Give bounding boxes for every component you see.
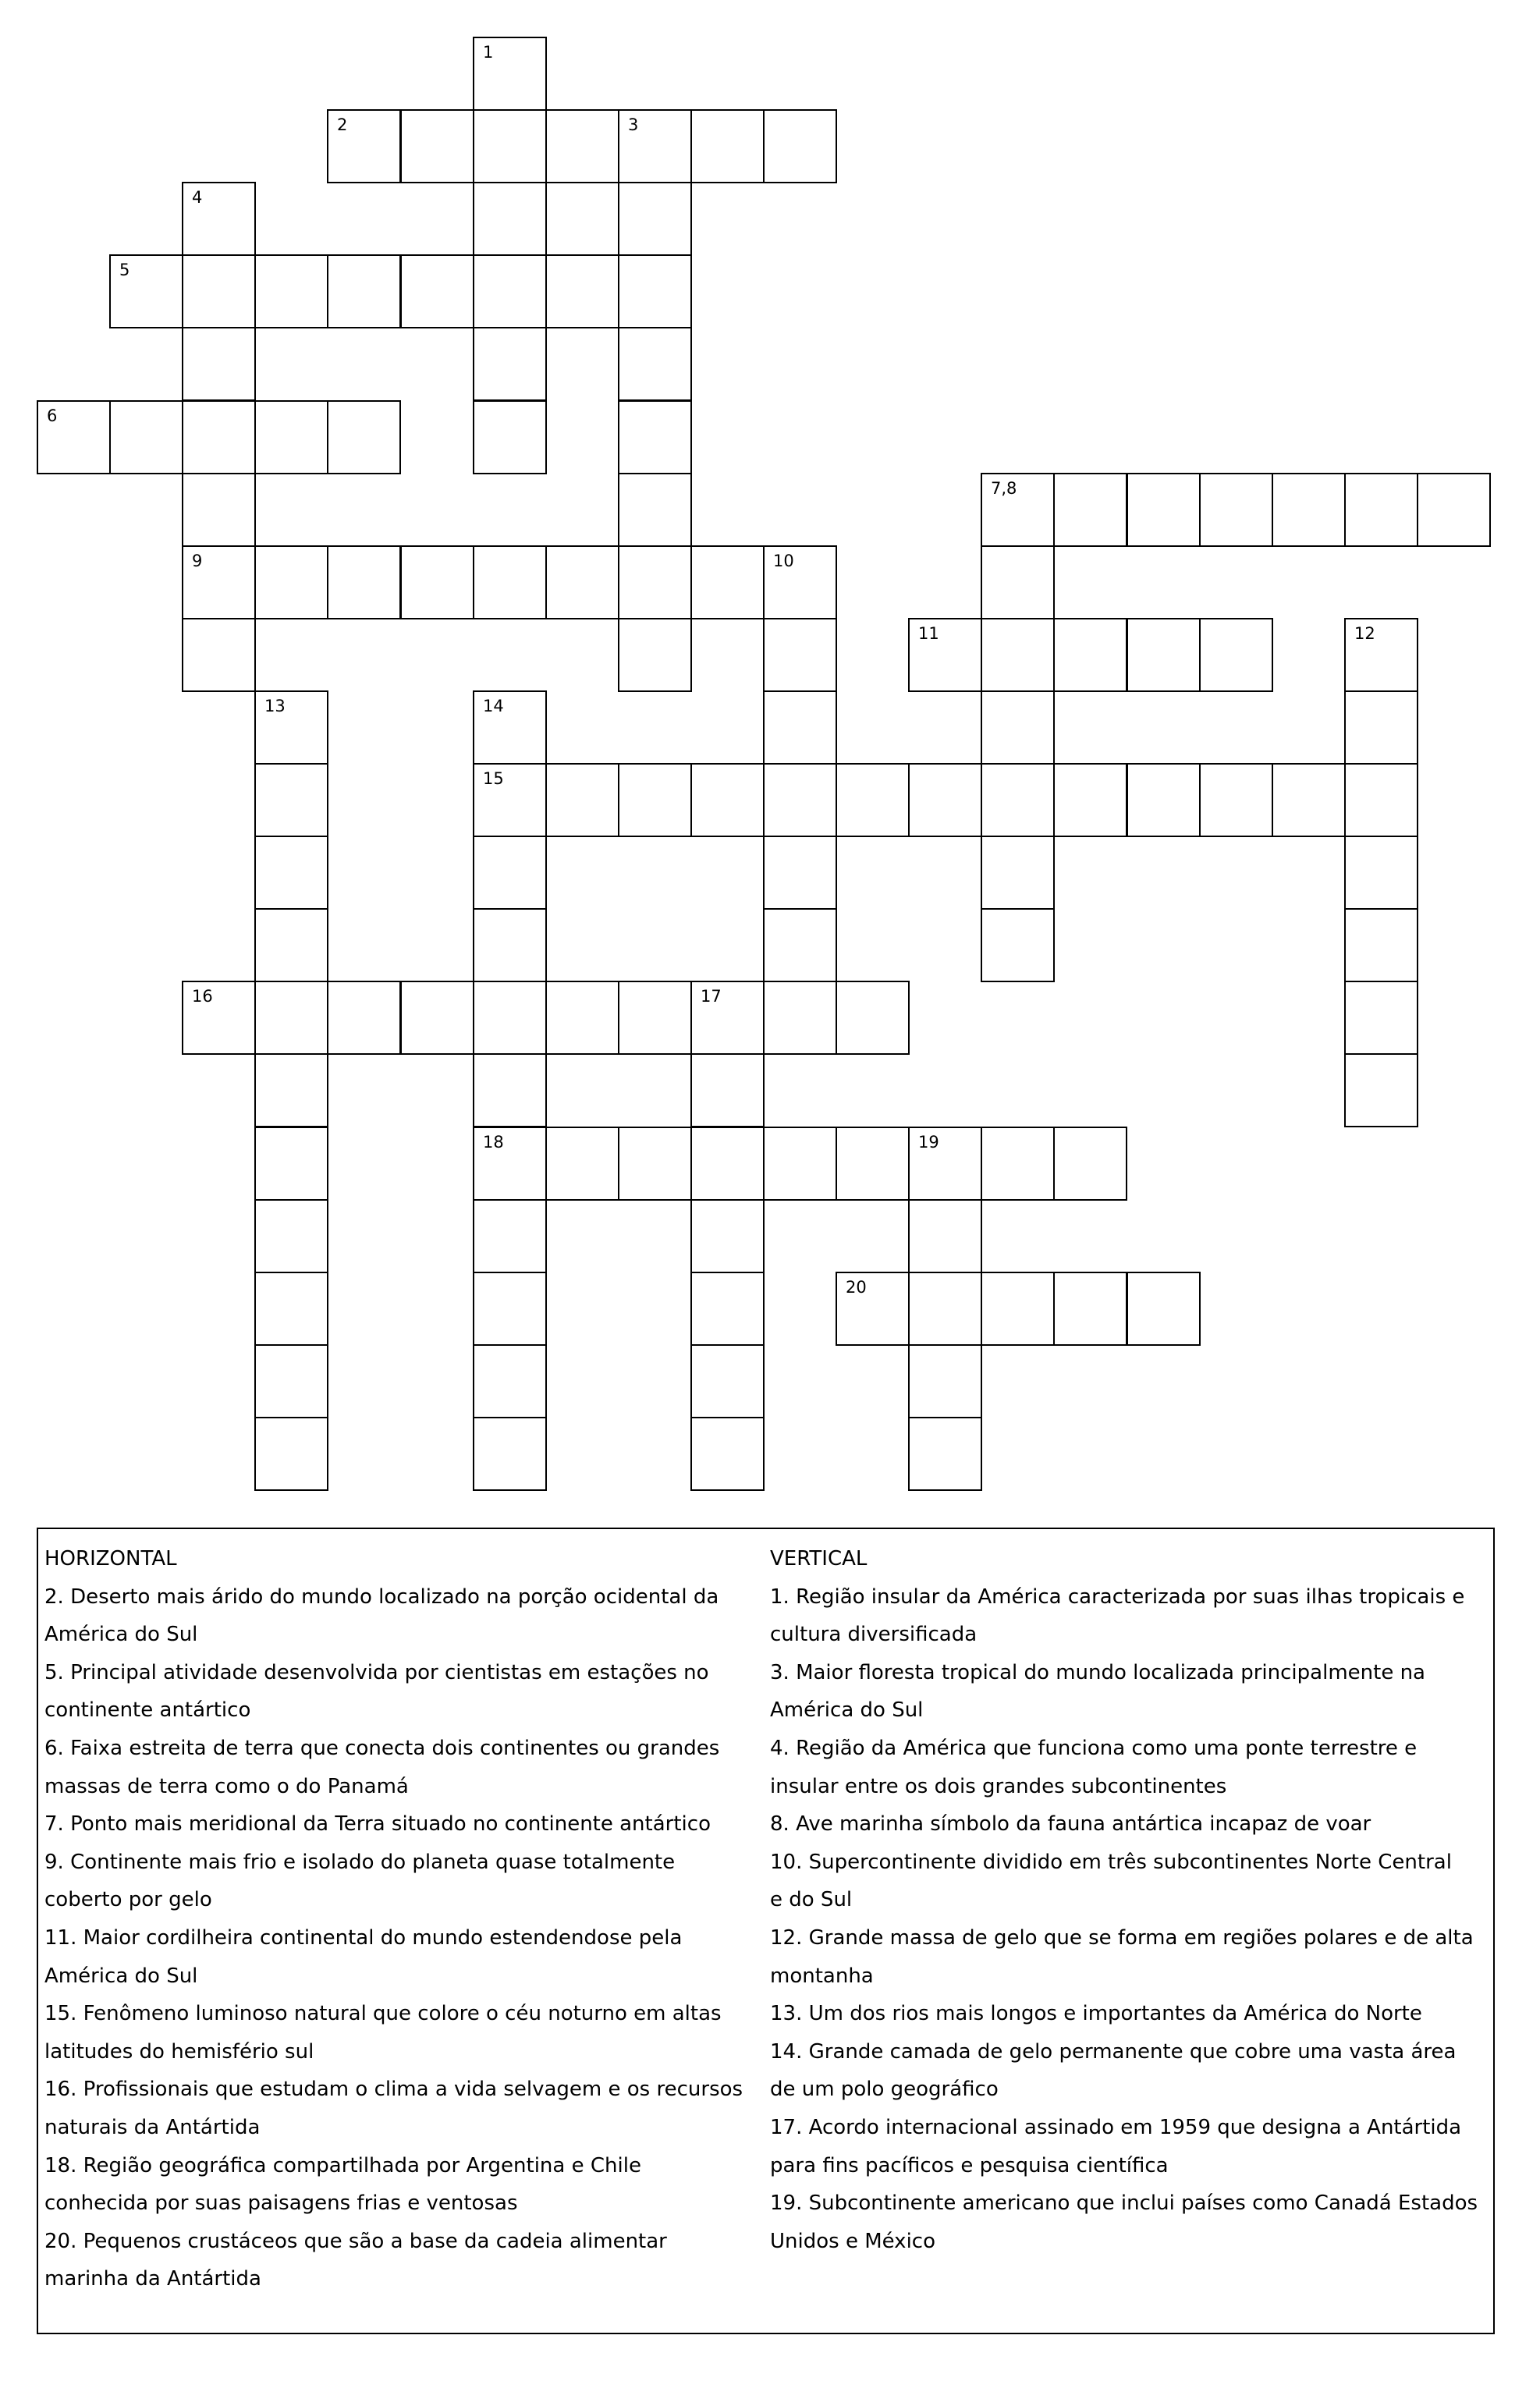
clue-number-label: 15 [483, 769, 504, 788]
crossword-cell[interactable] [1127, 618, 1201, 692]
crossword-cell[interactable] [836, 981, 910, 1055]
crossword-cell[interactable] [1127, 763, 1201, 837]
clue-line: 17. Acordo internacional assinado em 1959 que designa a Antártida [770, 2115, 1462, 2139]
crossword-cell[interactable] [618, 109, 692, 183]
crossword-cell[interactable] [981, 763, 1055, 837]
clue-number-label: 5 [119, 261, 130, 279]
clue-line: insular entre os dois grandes subcontinentes [770, 1774, 1227, 1798]
clue-line: América do Sul [44, 1964, 198, 1988]
crossword-cell[interactable] [473, 1127, 547, 1201]
crossword-cell[interactable] [1344, 763, 1418, 837]
clue-line: 14. Grande camada de gelo permanente que cobre uma vasta área [770, 2039, 1457, 2064]
crossword-cell[interactable] [763, 836, 837, 910]
crossword-cell[interactable] [908, 1127, 982, 1201]
crossword-cell[interactable] [473, 1199, 547, 1273]
clue-number-label: 3 [628, 115, 639, 134]
clues-across-column [44, 1540, 782, 2298]
clue-line: 13. Um dos rios mais longos e importantes da América do Norte [770, 2002, 1422, 2026]
crossword-cell[interactable] [618, 473, 692, 547]
crossword-cell[interactable] [1344, 473, 1418, 547]
crossword-cell[interactable] [763, 618, 837, 692]
clue-line: 20. Pequenos crustáceos que são a base da cadeia alimentar [44, 2229, 667, 2253]
clue-number-label: 12 [1354, 624, 1375, 643]
crossword-cell[interactable] [836, 763, 910, 837]
crossword-cell[interactable] [545, 763, 619, 837]
crossword-cell[interactable] [763, 109, 837, 183]
crossword-cell[interactable] [618, 1127, 692, 1201]
clue-number-label: 13 [264, 697, 286, 715]
crossword-cell[interactable] [400, 545, 474, 619]
clue-number-label: 17 [701, 987, 722, 1006]
clue-line: de um polo geográfico [770, 2078, 999, 2102]
crossword-cell[interactable] [254, 254, 328, 328]
crossword-cell[interactable] [1344, 981, 1418, 1055]
crossword-cell[interactable] [618, 327, 692, 401]
clue-line: e do Sul [770, 1888, 853, 1912]
crossword-cell[interactable] [473, 37, 547, 111]
crossword-cell[interactable] [1417, 473, 1491, 547]
crossword-cell[interactable] [327, 981, 401, 1055]
clue-number-label: 1 [483, 43, 494, 62]
crossword-cell[interactable] [618, 400, 692, 474]
clue-line: 15. Fenômeno luminoso natural que colore o céu noturno em altas [44, 2002, 722, 2026]
crossword-cell[interactable] [254, 981, 328, 1055]
clue-line: coberto por gelo [44, 1888, 212, 1912]
crossword-cell[interactable] [182, 254, 256, 328]
crossword-cell[interactable] [182, 327, 256, 401]
crossword-cell[interactable] [618, 618, 692, 692]
crossword-cell[interactable] [254, 763, 328, 837]
crossword-cell[interactable] [254, 1053, 328, 1127]
clue-line: 19. Subcontinente americano que inclui países como Canadá Estados [770, 2191, 1478, 2216]
crossword-cell[interactable] [182, 618, 256, 692]
crossword-cell[interactable] [690, 1127, 765, 1201]
crossword-cell[interactable] [690, 1344, 765, 1418]
crossword-cell[interactable] [545, 254, 619, 328]
crossword-cell[interactable] [618, 763, 692, 837]
crossword-cell[interactable] [908, 1344, 982, 1418]
crossword-cell[interactable] [690, 1053, 765, 1127]
clues-down-title: VERTICAL [770, 1547, 868, 1570]
crossword-cell[interactable] [908, 1417, 982, 1491]
crossword-cell[interactable] [473, 545, 547, 619]
crossword-cell[interactable] [254, 1344, 328, 1418]
crossword-cell[interactable] [763, 908, 837, 982]
crossword-cell[interactable] [1344, 1053, 1418, 1127]
crossword-cell[interactable] [618, 182, 692, 256]
crossword-cell[interactable] [690, 763, 765, 837]
crossword-cell[interactable] [545, 545, 619, 619]
crossword-cell[interactable] [545, 981, 619, 1055]
clue-number-label: 10 [773, 552, 794, 570]
crossword-cell[interactable] [400, 981, 474, 1055]
crossword-cell[interactable] [690, 1417, 765, 1491]
clue-line: continente antártico [44, 1698, 251, 1723]
crossword-cell[interactable] [908, 1272, 982, 1346]
crossword-cell[interactable] [473, 836, 547, 910]
clue-number-label: 11 [918, 624, 939, 643]
clue-line: América do Sul [44, 1623, 198, 1647]
crossword-cell[interactable] [763, 763, 837, 837]
crossword-cell[interactable] [1127, 1272, 1201, 1346]
crossword-cell[interactable] [182, 182, 256, 256]
clue-line: conhecida por suas paisagens frias e ventosas [44, 2191, 518, 2216]
crossword-cell[interactable] [473, 1344, 547, 1418]
crossword-cell[interactable] [254, 545, 328, 619]
crossword-cell[interactable] [473, 254, 547, 328]
crossword-cell[interactable] [1199, 618, 1273, 692]
crossword-cell[interactable] [473, 981, 547, 1055]
clue-number-label: 19 [918, 1133, 939, 1152]
clue-line: para fins pacíficos e pesquisa científica [770, 2153, 1169, 2177]
crossword-cell[interactable] [836, 1127, 910, 1201]
clue-number-label: 7,8 [991, 479, 1017, 498]
clue-line: 8. Ave marinha símbolo da fauna antártica incapaz de voar [770, 1812, 1371, 1837]
crossword-cell[interactable] [545, 109, 619, 183]
crossword-cell[interactable] [981, 618, 1055, 692]
crossword-cell[interactable] [37, 400, 111, 474]
crossword-cell[interactable] [763, 981, 837, 1055]
clue-line: massas de terra como o do Panamá [44, 1774, 409, 1798]
crossword-cell[interactable] [1053, 763, 1127, 837]
crossword-cell[interactable] [327, 400, 401, 474]
crossword-cell[interactable] [254, 400, 328, 474]
clue-line: latitudes do hemisfério sul [44, 2039, 314, 2064]
crossword-cell[interactable] [618, 981, 692, 1055]
crossword-cell[interactable] [908, 1199, 982, 1273]
clue-number-label: 6 [47, 406, 58, 425]
crossword-cell[interactable] [182, 981, 256, 1055]
crossword-cell[interactable] [254, 690, 328, 765]
clue-line: cultura diversificada [770, 1623, 978, 1647]
clue-number-label: 18 [483, 1133, 504, 1152]
crossword-cell[interactable] [1053, 473, 1127, 547]
clue-line: América do Sul [770, 1698, 924, 1723]
crossword-cell[interactable] [1272, 763, 1346, 837]
crossword-cell[interactable] [109, 400, 183, 474]
crossword-cell[interactable] [763, 1127, 837, 1201]
crossword-cell[interactable] [1344, 618, 1418, 692]
crossword-cell[interactable] [473, 908, 547, 982]
clue-number-label: 2 [337, 115, 348, 134]
crossword-cell[interactable] [254, 836, 328, 910]
crossword-cell[interactable] [1053, 1127, 1127, 1201]
clue-number-label: 14 [483, 697, 504, 715]
clue-line: 11. Maior cordilheira continental do mundo estendendose pela [44, 1925, 683, 1950]
clues-down-column [770, 1540, 1492, 2260]
crossword-cell[interactable] [836, 1272, 910, 1346]
crossword-cell[interactable] [908, 763, 982, 837]
clue-line: 10. Supercontinente dividido em três subcontinentes Norte Central [770, 1850, 1452, 1874]
crossword-cell[interactable] [1053, 618, 1127, 692]
clue-line: 16. Profissionais que estudam o clima a vida selvagem e os recursos [44, 2078, 743, 2102]
crossword-cell[interactable] [981, 545, 1055, 619]
crossword-cell[interactable] [1199, 763, 1273, 837]
crossword-cell[interactable] [981, 1272, 1055, 1346]
crossword-cell[interactable] [1127, 473, 1201, 547]
crossword-cell[interactable] [254, 1272, 328, 1346]
crossword-cell[interactable] [545, 1127, 619, 1201]
crossword-cell[interactable] [327, 254, 401, 328]
crossword-cell[interactable] [1272, 473, 1346, 547]
clue-line: 9. Continente mais frio e isolado do planeta quase totalmente [44, 1850, 676, 1874]
crossword-cell[interactable] [473, 1272, 547, 1346]
crossword-cell[interactable] [618, 254, 692, 328]
crossword-cell[interactable] [473, 327, 547, 401]
crossword-cell[interactable] [981, 1127, 1055, 1201]
crossword-cell[interactable] [182, 545, 256, 619]
clue-number-label: 4 [192, 188, 203, 207]
crossword-cell[interactable] [1199, 473, 1273, 547]
clue-line: 18. Região geográfica compartilhada por Argentina e Chile [44, 2153, 641, 2177]
crossword-cell[interactable] [254, 908, 328, 982]
crossword-cell[interactable] [400, 254, 474, 328]
clue-line: 4. Região da América que funciona como uma ponte terrestre e [770, 1736, 1418, 1760]
crossword-cell[interactable] [400, 109, 474, 183]
clue-number-label: 20 [846, 1278, 867, 1297]
crossword-cell[interactable] [1053, 1272, 1127, 1346]
crossword-cell[interactable] [690, 109, 765, 183]
crossword-cell[interactable] [1344, 836, 1418, 910]
crossword-cell[interactable] [981, 836, 1055, 910]
crossword-cell[interactable] [327, 109, 401, 183]
crossword-cell[interactable] [763, 545, 837, 619]
crossword-cell[interactable] [981, 473, 1055, 547]
crossword-cell[interactable] [473, 1053, 547, 1127]
crossword-cell[interactable] [473, 182, 547, 256]
crossword-cell[interactable] [690, 545, 765, 619]
crossword-cell[interactable] [254, 1199, 328, 1273]
crossword-cell[interactable] [690, 981, 765, 1055]
clue-number-label: 16 [192, 987, 213, 1006]
clue-line: 3. Maior floresta tropical do mundo localizada principalmente na [770, 1660, 1425, 1684]
crossword-cell[interactable] [473, 1417, 547, 1491]
crossword-cell[interactable] [981, 690, 1055, 765]
clues-box [37, 1528, 1495, 2334]
crossword-cell[interactable] [182, 400, 256, 474]
clues-across-title: HORIZONTAL [44, 1547, 177, 1570]
clue-number-label: 9 [192, 552, 203, 570]
crossword-cell[interactable] [1344, 908, 1418, 982]
clue-line: naturais da Antártida [44, 2115, 261, 2139]
crossword-cell[interactable] [473, 400, 547, 474]
crossword-cell[interactable] [1344, 690, 1418, 765]
crossword-cell[interactable] [763, 690, 837, 765]
crossword-cell[interactable] [473, 690, 547, 765]
crossword-cell[interactable] [109, 254, 183, 328]
crossword-cell[interactable] [254, 1127, 328, 1201]
clue-line: montanha [770, 1964, 874, 1988]
crossword-cell[interactable] [254, 1417, 328, 1491]
crossword-cell[interactable] [182, 473, 256, 547]
crossword-cell[interactable] [908, 618, 982, 692]
clue-line: 5. Principal atividade desenvolvida por cientistas em estações no [44, 1660, 709, 1684]
crossword-cell[interactable] [327, 545, 401, 619]
clue-line: Unidos e México [770, 2229, 935, 2253]
clue-line: 7. Ponto mais meridional da Terra situado no continente antártico [44, 1812, 711, 1837]
clue-line: marinha da Antártida [44, 2267, 261, 2291]
clue-line: 12. Grande massa de gelo que se forma em regiões polares e de alta [770, 1925, 1474, 1950]
crossword-cell[interactable] [981, 908, 1055, 982]
crossword-cell[interactable] [690, 1199, 765, 1273]
clue-line: 6. Faixa estreita de terra que conecta dois continentes ou grandes [44, 1736, 720, 1760]
crossword-cell[interactable] [473, 763, 547, 837]
crossword-cell[interactable] [618, 545, 692, 619]
crossword-cell[interactable] [690, 1272, 765, 1346]
clue-line: 2. Deserto mais árido do mundo localizado na porção ocidental da [44, 1585, 719, 1609]
clue-line: 1. Região insular da América caracterizada por suas ilhas tropicais e [770, 1585, 1465, 1609]
crossword-cell[interactable] [473, 109, 547, 183]
